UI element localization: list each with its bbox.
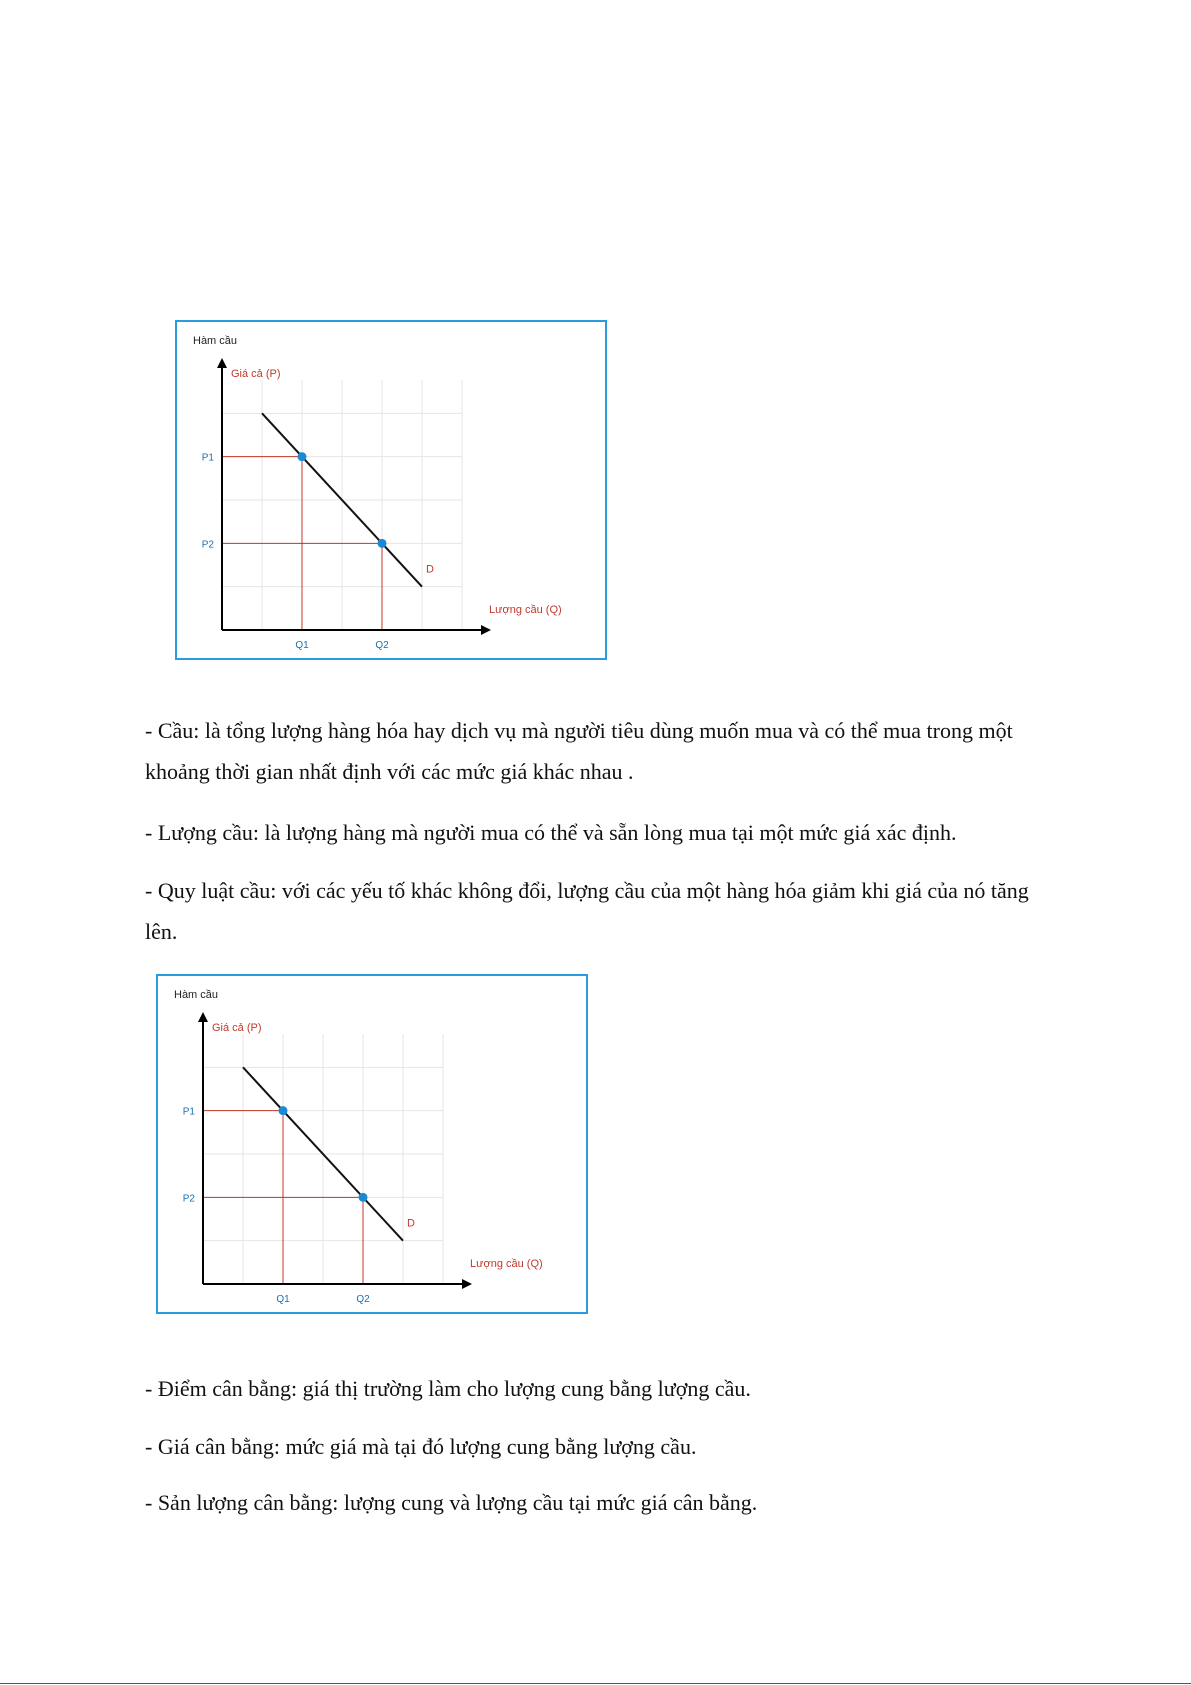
paragraph-demand: - Cầu: là tổng lượng hàng hóa hay dịch vụ mà người tiêu dùng muốn mua và có thể mua trong một khoảng thời gian nhất định với các mức giá khác nhau .: [145, 718, 1013, 784]
demand-chart-1: [177, 322, 605, 658]
y-axis-arrow: [217, 358, 227, 368]
y-axis-label: Giá cả (P): [231, 368, 281, 380]
data-point-2: [378, 539, 387, 548]
paragraph-law-of-demand: - Quy luật cầu: với các yếu tố khác không đổi, lượng cầu của một hàng hóa giảm khi giá của nó tăng lên.: [145, 878, 1029, 944]
x-tick-label-q1: Q1: [276, 1294, 290, 1305]
x-axis-label: Lượng cầu (Q): [489, 604, 562, 616]
demand-curve-label: D: [407, 1217, 415, 1230]
y-tick-label-p2: P2: [201, 539, 214, 551]
y-tick-label-p2: P2: [182, 1193, 195, 1205]
paragraph-equilibrium-price: - Giá cân bằng: mức giá mà tại đó lượng cung bằng lượng cầu.: [145, 1434, 697, 1459]
x-axis-label: Lượng cầu (Q): [470, 1258, 543, 1270]
paragraph-equilibrium-point: - Điểm cân bằng: giá thị trường làm cho lượng cung bằng lượng cầu.: [145, 1376, 751, 1401]
x-axis-arrow: [462, 1279, 472, 1289]
x-tick-label-q2: Q2: [375, 640, 389, 651]
demand-figure-1: [175, 320, 607, 660]
x-axis-arrow: [481, 625, 491, 635]
y-axis-label: Giá cả (P): [212, 1022, 262, 1034]
y-tick-label-p1: P1: [182, 1106, 195, 1118]
chart-title: Hàm cầu: [174, 989, 219, 1001]
demand-figure-2: [156, 974, 588, 1314]
paragraph-equilibrium-quantity: - Sản lượng cân bằng: lượng cung và lượng cầu tại mức giá cân bằng.: [145, 1490, 758, 1515]
footer-rule: [0, 1683, 1191, 1684]
chart-title: Hàm cầu: [193, 335, 238, 347]
data-point-2: [359, 1193, 368, 1202]
y-axis-arrow: [198, 1012, 208, 1022]
x-tick-label-q2: Q2: [356, 1294, 370, 1305]
demand-chart-2: [158, 976, 586, 1312]
demand-curve-label: D: [426, 563, 434, 576]
paragraph-quantity-demanded: - Lượng cầu: là lượng hàng mà người mua có thể và sẵn lòng mua tại một mức giá xác định.: [145, 820, 957, 845]
x-tick-label-q1: Q1: [295, 640, 309, 651]
y-tick-label-p1: P1: [201, 452, 214, 464]
data-point-1: [279, 1106, 288, 1115]
data-point-1: [298, 452, 307, 461]
